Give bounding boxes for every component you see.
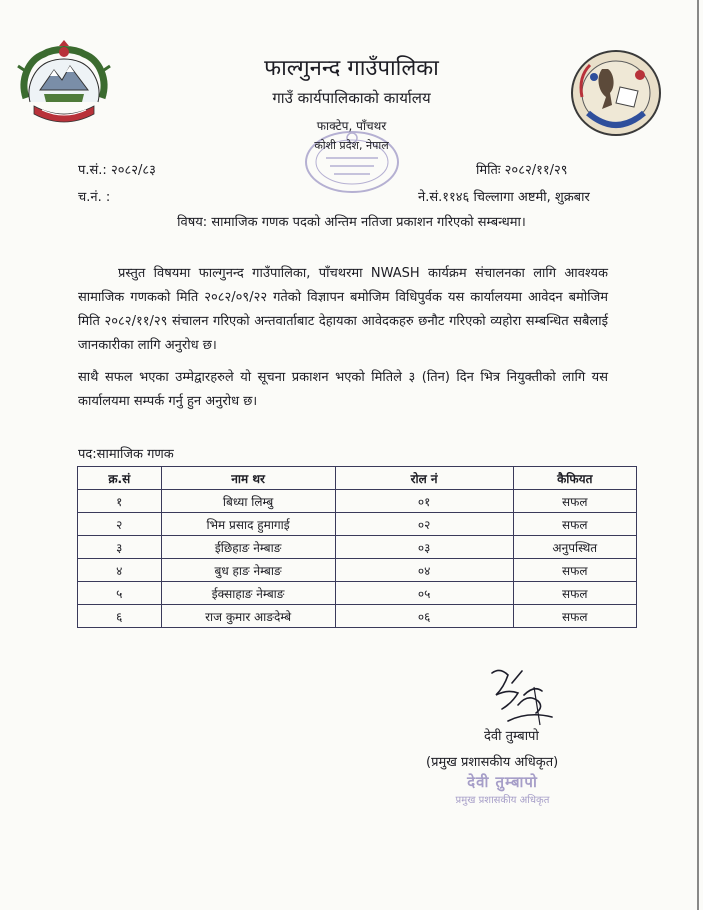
address-line-2: कोशी प्रदेश, नेपाल bbox=[314, 139, 389, 152]
stamp-name-text: देवी तुम्बापो bbox=[467, 773, 538, 791]
cell-serial: १ bbox=[78, 490, 162, 513]
cell-name: भिम प्रसाद हुमागाई bbox=[161, 513, 335, 536]
reference-number: प.सं.: २०८२/८३ bbox=[78, 163, 156, 178]
cell-name: बिध्या लिम्बु bbox=[161, 490, 335, 513]
cell-serial: ६ bbox=[78, 605, 162, 628]
column-header-roll: रोल नं bbox=[335, 467, 513, 490]
cell-roll: ०६ bbox=[335, 605, 513, 628]
cell-remarks: सफल bbox=[513, 559, 636, 582]
office-name: फाल्गुनन्द गाउँपालिका bbox=[264, 56, 439, 81]
table-header-row bbox=[78, 467, 637, 490]
page-edge bbox=[697, 0, 699, 910]
cell-remarks: सफल bbox=[513, 605, 636, 628]
table-row bbox=[78, 559, 637, 582]
body-paragraph-1: प्रस्तुत विषयमा फाल्गुनन्द गाउँपालिका, पाँचथरमा NWASH कार्यक्रम संचालनका लागि आवश्यक सामाजिक गणकको मिति २०८२/०९/२२ गतेको विज्ञापन बमोजिम विधिपुर्वक यस कार्यालयमा आवेदन बमोजिम मिति २०८२/११/२९ संचालन गरिएको अन्तवार्ताबाट देहायका आवेदकहरु छनौट गरिएको व्यहोरा सम्बन्धित सबैलाई जानकारीका लागि अनुरोध छ। bbox=[78, 266, 608, 353]
table-row bbox=[78, 490, 637, 513]
cell-remarks: सफल bbox=[513, 582, 636, 605]
column-header-serial: क्र.सं bbox=[78, 467, 162, 490]
cell-serial: ३ bbox=[78, 536, 162, 559]
table-row bbox=[78, 605, 637, 628]
cell-name: बुध हाङ नेम्बाङ bbox=[161, 559, 335, 582]
post-label: पद:सामाजिक गणक bbox=[78, 447, 174, 462]
table-row bbox=[78, 536, 637, 559]
cell-serial: २ bbox=[78, 513, 162, 536]
dispatch-number: च.नं. : bbox=[78, 190, 111, 205]
cell-remarks: सफल bbox=[513, 513, 636, 536]
nepal-sambat-date: ने.सं.११४६ चिल्लागा अष्टमी, शुक्रबार bbox=[418, 190, 590, 205]
cell-roll: ०४ bbox=[335, 559, 513, 582]
cell-roll: ०३ bbox=[335, 536, 513, 559]
cell-name: ईक्साहाङ नेम्बाङ bbox=[161, 582, 335, 605]
cell-serial: ४ bbox=[78, 559, 162, 582]
column-header-remarks: कैफियत bbox=[513, 467, 636, 490]
cell-roll: ०२ bbox=[335, 513, 513, 536]
name-stamp bbox=[415, 772, 590, 814]
office-subtitle: गाउँ कार्यपालिकाको कार्यालय bbox=[272, 89, 431, 107]
cell-serial: ५ bbox=[78, 582, 162, 605]
signatory-title: (प्रमुख प्रशासकीय अधिकृत) bbox=[426, 755, 559, 770]
address-line-1: फाक्टेप, पाँचथर bbox=[316, 119, 387, 133]
table-row bbox=[78, 582, 637, 605]
stamp-title-text: प्रमुख प्रशासकीय अधिकृत bbox=[455, 795, 550, 806]
signatory-name: देवी तुम्बापो bbox=[484, 729, 539, 744]
body-paragraph-2: साथै सफल भएका उम्मेद्वारहरुले यो सूचना प्रकाशन भएको मितिले ३ (तिन) दिन भित्र नियुक्तीको लागि यस कार्यालयमा सम्पर्क गर्नु हुन अनुरोध छ। bbox=[78, 370, 608, 409]
letter-date: मितिः २०८२/११/२९ bbox=[476, 163, 568, 178]
cell-name: राज कुमार आङदेम्बे bbox=[161, 605, 335, 628]
column-header-name: नाम थर bbox=[161, 467, 335, 490]
result-table bbox=[77, 466, 637, 628]
table-row bbox=[78, 513, 637, 536]
cell-remarks: अनुपस्थित bbox=[513, 536, 636, 559]
cell-name: ईछिहाङ नेम्बाङ bbox=[161, 536, 335, 559]
cell-remarks: सफल bbox=[513, 490, 636, 513]
signature-icon bbox=[478, 665, 558, 727]
subject-line: विषय: सामाजिक गणक पदको अन्तिम नतिजा प्रकाशन गरिएको सम्बन्धमा। bbox=[177, 215, 526, 230]
cell-roll: ०५ bbox=[335, 582, 513, 605]
cell-roll: ०१ bbox=[335, 490, 513, 513]
